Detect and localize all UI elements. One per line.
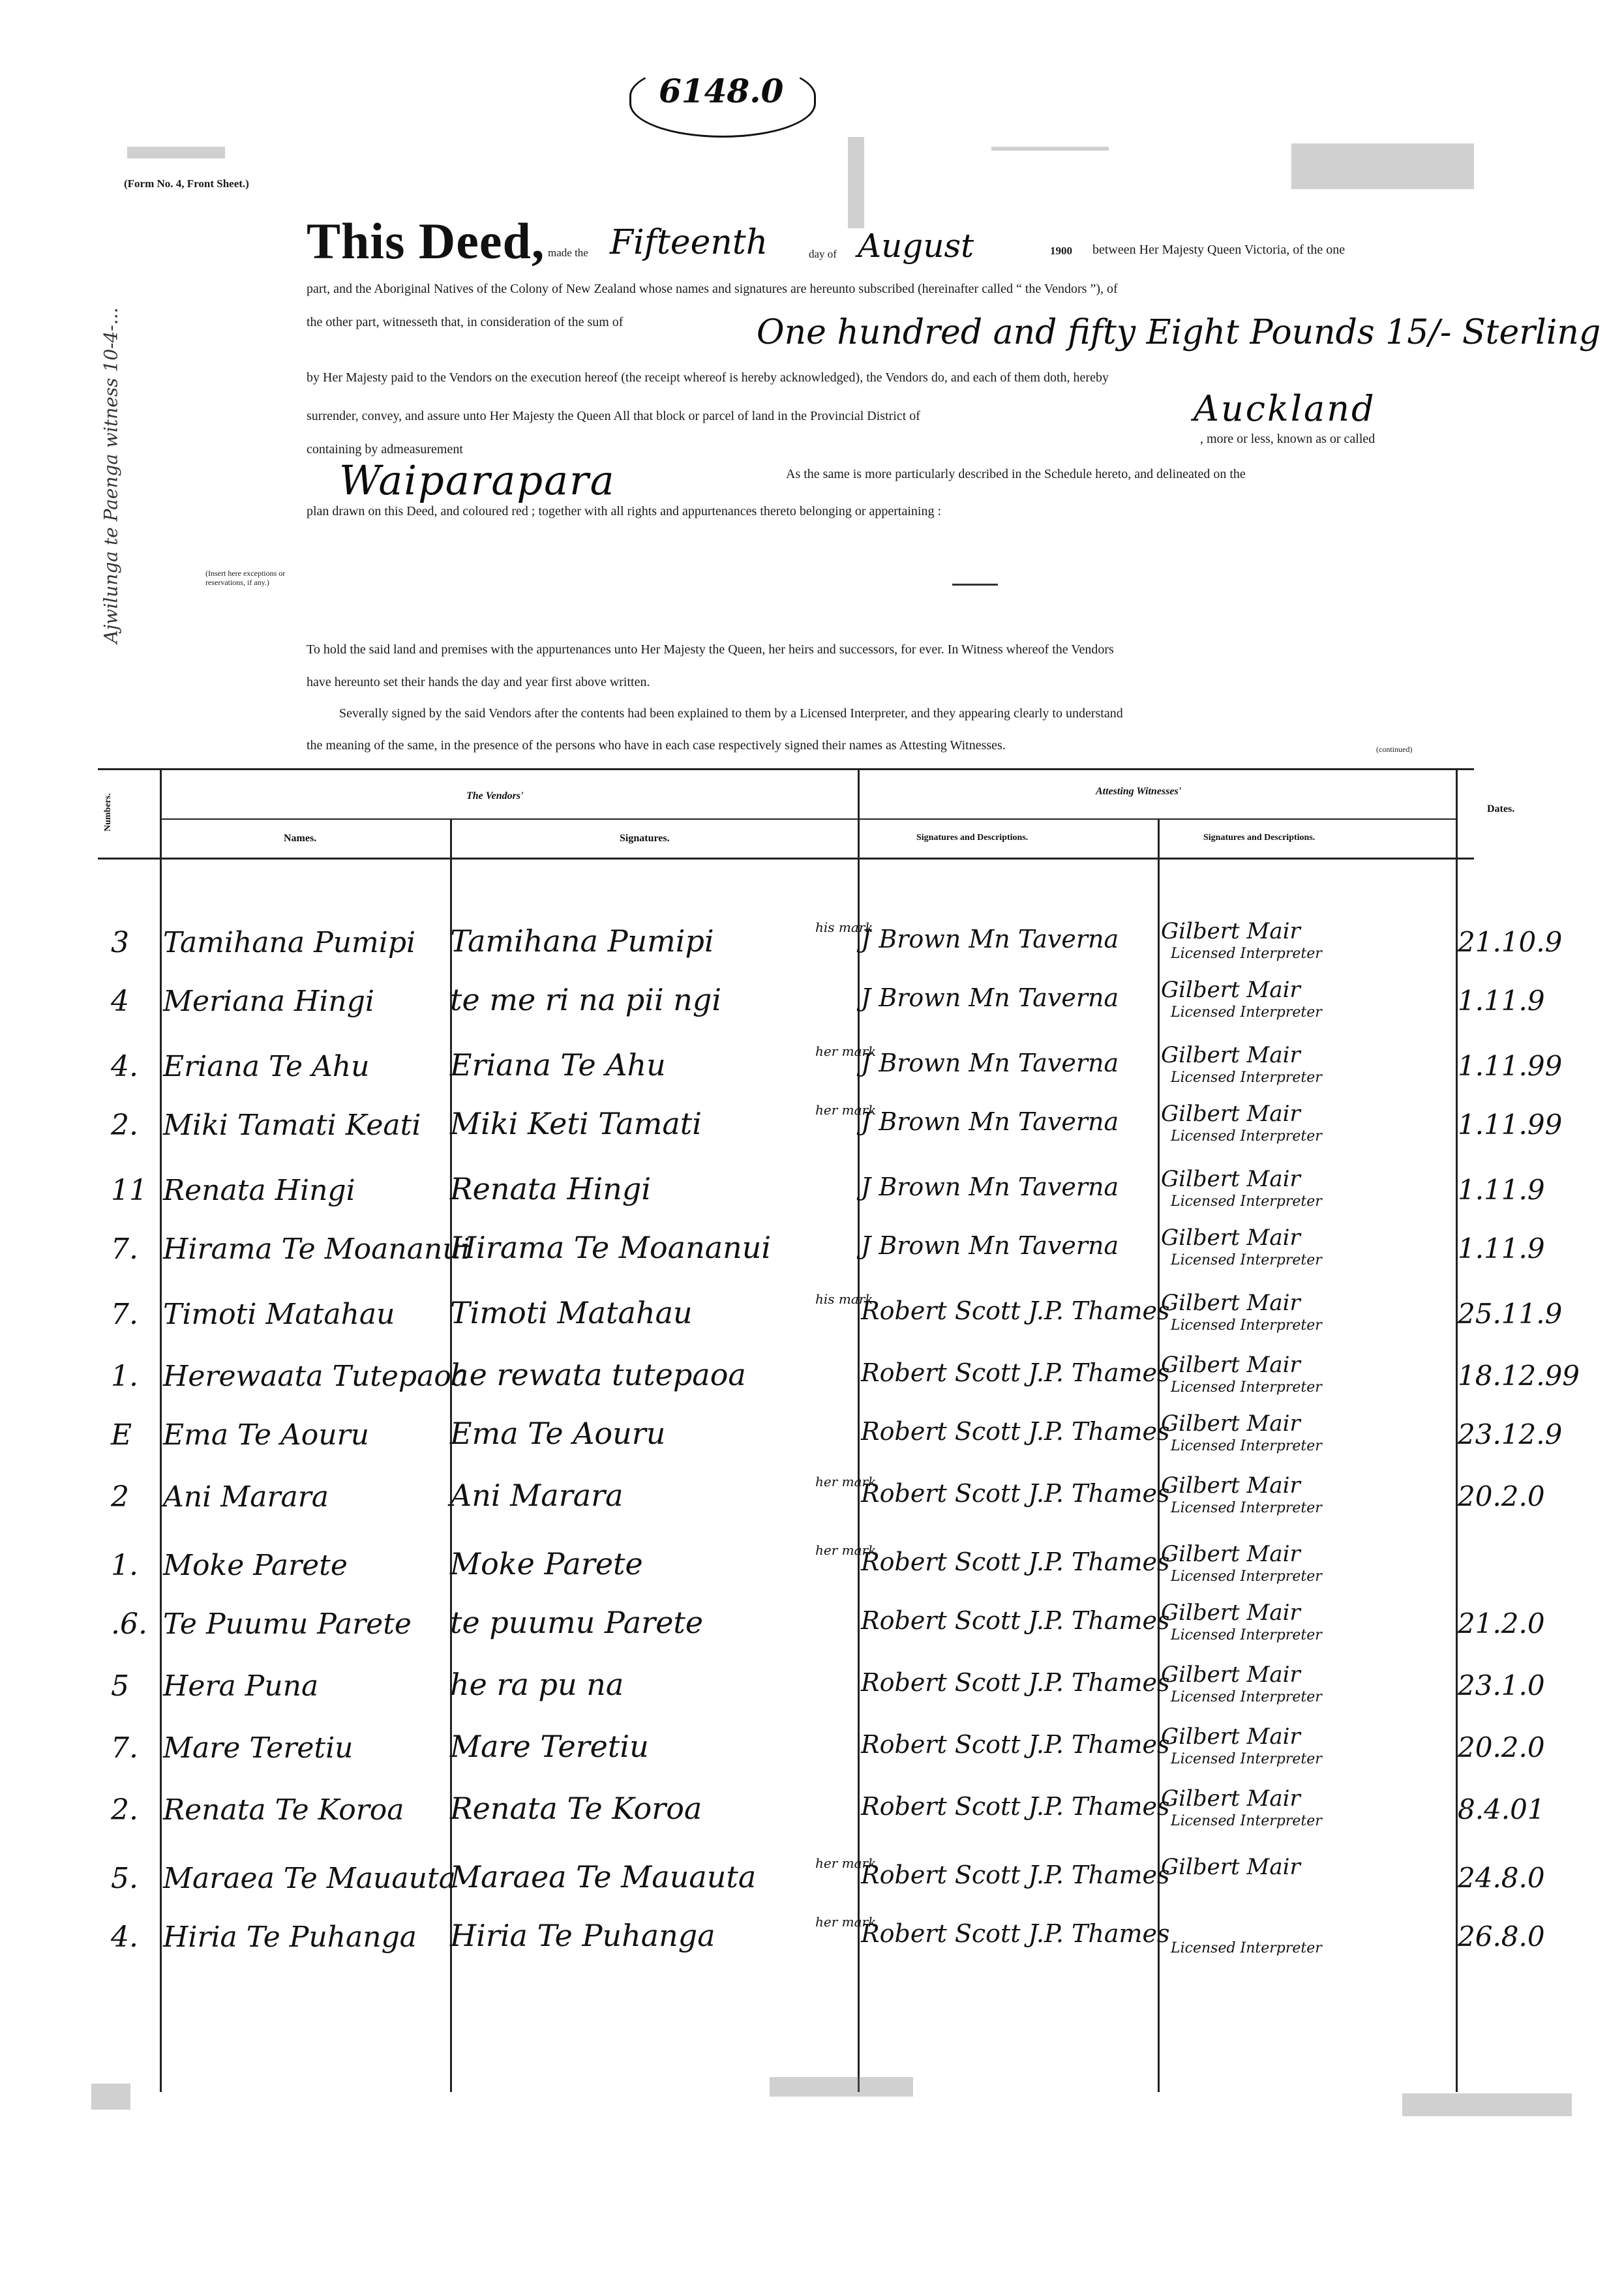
row-number: 3 bbox=[111, 926, 129, 959]
signing-date: 21.10.9 bbox=[1458, 926, 1563, 958]
interpreter-signature: Gilbert Mair bbox=[1161, 1290, 1301, 1316]
witness-signature: Robert Scott J.P. Thames bbox=[861, 1296, 1170, 1325]
signature-mark: his mark bbox=[815, 1291, 873, 1307]
interpreter-signature: Gilbert Mair bbox=[1161, 1042, 1301, 1068]
row-number: 2. bbox=[111, 1793, 138, 1827]
interpreter-signature: Gilbert Mair bbox=[1161, 1541, 1301, 1567]
licensed-interpreter-label: Licensed Interpreter bbox=[1171, 1500, 1322, 1516]
month-value: August bbox=[858, 227, 974, 265]
interpreter-signature: Gilbert Mair bbox=[1161, 1166, 1301, 1192]
vendor-signature: he rewata tutepaoa bbox=[450, 1357, 746, 1392]
vendor-signature: Moke Parete bbox=[450, 1546, 643, 1581]
vendor-signature: Eriana Te Ahu bbox=[450, 1047, 666, 1083]
row-number: E bbox=[111, 1418, 132, 1452]
vendor-signature: Miki Keti Tamati bbox=[450, 1106, 702, 1141]
signature-mark: his mark bbox=[815, 920, 873, 935]
deed-line-9: To hold the said land and premises with the appurtenances unto Her Majesty the Queen, her heirs and successors, for ever. In Witness whereof the Vendors bbox=[307, 642, 1114, 657]
header-attesting: Attesting Witnesses' bbox=[1096, 786, 1182, 797]
witness-signature: Robert Scott J.P. Thames bbox=[861, 1668, 1170, 1697]
deed-line-1: between Her Majesty Queen Victoria, of the one bbox=[1092, 243, 1346, 257]
vendor-name: Ani Marara bbox=[163, 1480, 329, 1514]
col-divider bbox=[160, 768, 162, 2092]
witness-signature: Robert Scott J.P. Thames bbox=[861, 1792, 1170, 1821]
vendor-signature: Maraea Te Mauauta bbox=[450, 1859, 757, 1894]
row-number: 7. bbox=[111, 1731, 138, 1765]
signing-date: 25.11.9 bbox=[1458, 1298, 1563, 1330]
day-value: Fifteenth bbox=[610, 223, 768, 262]
witness-signature: Robert Scott J.P. Thames bbox=[861, 1861, 1170, 1889]
scan-noise bbox=[991, 147, 1109, 151]
signing-date: 20.2.0 bbox=[1458, 1731, 1545, 1763]
deed-line-3: the other part, witnesseth that, in consideration of the sum of bbox=[307, 315, 624, 329]
form-label: (Form No. 4, Front Sheet.) bbox=[124, 177, 249, 190]
signing-date: 23.1.0 bbox=[1458, 1669, 1545, 1701]
deed-line-6-right: , more or less, known as or called bbox=[1200, 432, 1376, 446]
row-number: 7. bbox=[111, 1298, 138, 1331]
row-number: 1. bbox=[111, 1360, 138, 1393]
signature-mark: her mark bbox=[815, 1914, 877, 1930]
vendor-signature: he ra pu na bbox=[450, 1667, 624, 1702]
deed-line-8: plan drawn on this Deed, and coloured red ; together with all rights and appurtenances thereto belonging or appertaining : bbox=[307, 504, 942, 518]
signing-date: 21.2.0 bbox=[1458, 1608, 1545, 1639]
vendor-name: Hiria Te Puhanga bbox=[163, 1921, 417, 1954]
deed-line-12: the meaning of the same, in the presence of the persons who have in each case respectively signed their names as Attesting Witnesses. bbox=[307, 738, 1006, 753]
witness-signature: J Brown Mn Taverna bbox=[861, 925, 1119, 953]
continued-note: (continued) bbox=[1376, 745, 1413, 754]
signature-mark: her mark bbox=[815, 1102, 877, 1118]
vendor-name: Eriana Te Ahu bbox=[163, 1050, 370, 1083]
interpreter-signature: Gilbert Mair bbox=[1161, 1225, 1301, 1251]
signing-date: 8.4.01 bbox=[1458, 1793, 1545, 1825]
scan-noise bbox=[1291, 143, 1474, 189]
row-number: 4. bbox=[111, 1050, 138, 1083]
vendor-name: Ema Te Aouru bbox=[163, 1418, 369, 1452]
licensed-interpreter-label: Licensed Interpreter bbox=[1171, 1689, 1322, 1705]
scan-noise bbox=[848, 137, 864, 228]
vendor-signature: Hirama Te Moananui bbox=[450, 1230, 772, 1265]
row-number: 5. bbox=[111, 1862, 138, 1895]
header-sig-desc-1: Signatures and Descriptions. bbox=[916, 833, 1029, 843]
interpreter-signature: Gilbert Mair bbox=[1161, 1724, 1301, 1750]
licensed-interpreter-label: Licensed Interpreter bbox=[1171, 1070, 1322, 1086]
district-value: Auckland bbox=[1194, 388, 1376, 429]
deed-line-7: As the same is more particularly described in the Schedule hereto, and delineated on the bbox=[786, 467, 1246, 481]
deed-line-11: Severally signed by the said Vendors after the contents had been explained to them by a Licensed Interpreter, and they appearing clearly to understand bbox=[339, 706, 1123, 721]
deed-line-4: by Her Majesty paid to the Vendors on the execution hereof (the receipt whereof is hereby acknowledged), the Vendors do, and each of them doth, hereby bbox=[307, 370, 1109, 385]
interpreter-signature: Gilbert Mair bbox=[1161, 1101, 1301, 1127]
scan-noise bbox=[127, 147, 225, 158]
signature-mark: her mark bbox=[815, 1043, 877, 1059]
witness-signature: Robert Scott J.P. Thames bbox=[861, 1606, 1170, 1635]
witness-signature: Robert Scott J.P. Thames bbox=[861, 1730, 1170, 1759]
licensed-interpreter-label: Licensed Interpreter bbox=[1171, 1751, 1322, 1767]
col-divider bbox=[1158, 818, 1160, 2092]
vendor-name: Te Puumu Parete bbox=[163, 1608, 412, 1641]
deed-line-5: surrender, convey, and assure unto Her Majesty the Queen All that block or parcel of land in the Provincial District of bbox=[307, 409, 920, 423]
vendor-signature: Renata Te Koroa bbox=[450, 1791, 702, 1826]
block-name-value: Waiparapara bbox=[339, 456, 616, 504]
vendor-name: Miki Tamati Keati bbox=[163, 1109, 421, 1142]
vendor-signature: te puumu Parete bbox=[450, 1605, 704, 1640]
row-number: 4. bbox=[111, 1921, 138, 1954]
licensed-interpreter-label: Licensed Interpreter bbox=[1171, 1438, 1322, 1454]
signature-mark: her mark bbox=[815, 1542, 877, 1558]
witness-signature: Robert Scott J.P. Thames bbox=[861, 1919, 1170, 1948]
vendor-signature: Hiria Te Puhanga bbox=[450, 1918, 715, 1953]
row-number: 1. bbox=[111, 1549, 138, 1582]
witness-signature: J Brown Mn Taverna bbox=[861, 1049, 1119, 1077]
vendor-signature: Renata Hingi bbox=[450, 1171, 652, 1206]
witness-signature: Robert Scott J.P. Thames bbox=[861, 1358, 1170, 1387]
row-number: 2. bbox=[111, 1109, 138, 1142]
header-signatures: Signatures. bbox=[620, 833, 670, 844]
col-divider bbox=[858, 768, 860, 2092]
row-number: 5 bbox=[111, 1669, 129, 1703]
interpreter-signature: Gilbert Mair bbox=[1161, 1411, 1301, 1437]
witness-signature: J Brown Mn Taverna bbox=[861, 1107, 1119, 1136]
witness-signature: J Brown Mn Taverna bbox=[861, 1173, 1119, 1201]
signing-date: 1.11.99 bbox=[1458, 1050, 1563, 1082]
vendor-signature: Tamihana Pumipi bbox=[450, 923, 714, 959]
interpreter-signature: Gilbert Mair bbox=[1161, 1473, 1301, 1499]
interpreter-signature: Gilbert Mair bbox=[1161, 918, 1301, 944]
insert-dash bbox=[952, 584, 998, 586]
vendor-name: Renata Te Koroa bbox=[163, 1793, 404, 1827]
licensed-interpreter-label: Licensed Interpreter bbox=[1171, 1813, 1322, 1829]
licensed-interpreter-label: Licensed Interpreter bbox=[1171, 1317, 1322, 1334]
vendor-name: Moke Parete bbox=[163, 1549, 348, 1582]
reference-stamp-number: 6148.0 bbox=[659, 72, 784, 110]
row-number: 2 bbox=[111, 1480, 129, 1514]
vendor-signature: Ema Te Aouru bbox=[450, 1416, 666, 1451]
header-vendors: The Vendors' bbox=[466, 790, 524, 801]
vendor-name: Hirama Te Moananui bbox=[163, 1233, 470, 1266]
margin-note: Ajwilunga te Paenga witness 10-4-... bbox=[100, 307, 122, 644]
interpreter-signature: Gilbert Mair bbox=[1161, 1600, 1301, 1626]
row-number: 11 bbox=[111, 1174, 147, 1207]
signing-date: 23.12.9 bbox=[1458, 1418, 1563, 1450]
vendor-name: Mare Teretiu bbox=[163, 1731, 353, 1765]
signature-mark: her mark bbox=[815, 1855, 877, 1871]
header-sig-desc-2: Signatures and Descriptions. bbox=[1203, 833, 1316, 843]
licensed-interpreter-label: Licensed Interpreter bbox=[1171, 1379, 1322, 1396]
witness-signature: J Brown Mn Taverna bbox=[861, 983, 1119, 1012]
scan-noise bbox=[91, 2084, 130, 2110]
deed-line-10: have hereunto set their hands the day and year first above written. bbox=[307, 675, 650, 689]
vendor-name: Hera Puna bbox=[163, 1669, 319, 1703]
signature-mark: her mark bbox=[815, 1474, 877, 1489]
licensed-interpreter-label: Licensed Interpreter bbox=[1171, 946, 1322, 962]
interpreter-signature: Gilbert Mair bbox=[1161, 1662, 1301, 1688]
interpreter-signature: Gilbert Mair bbox=[1161, 1352, 1301, 1378]
signing-date: 26.8.0 bbox=[1458, 1921, 1545, 1952]
scan-noise bbox=[1402, 2093, 1572, 2116]
header-numbers: Numbers. bbox=[103, 793, 113, 831]
year-value: 1900 bbox=[1050, 245, 1072, 257]
witness-signature: J Brown Mn Taverna bbox=[861, 1231, 1119, 1260]
interpreter-signature: Gilbert Mair bbox=[1161, 1786, 1301, 1812]
vendor-name: Herewaata Tutepaoa bbox=[163, 1360, 469, 1393]
interpreter-signature: Gilbert Mair bbox=[1161, 977, 1301, 1003]
row-number: 4 bbox=[111, 985, 129, 1018]
signing-date: 20.2.0 bbox=[1458, 1480, 1545, 1512]
interpreter-signature: Gilbert Mair bbox=[1161, 1854, 1301, 1880]
row-number: .6. bbox=[111, 1608, 147, 1641]
licensed-interpreter-label: Licensed Interpreter bbox=[1171, 1252, 1322, 1268]
signing-date: 1.11.99 bbox=[1458, 1109, 1563, 1141]
licensed-interpreter-label: Licensed Interpreter bbox=[1171, 1940, 1322, 1956]
vendor-signature: Ani Marara bbox=[450, 1478, 624, 1513]
licensed-interpreter-label: Licensed Interpreter bbox=[1171, 1193, 1322, 1210]
sum-value: One hundred and fifty Eight Pounds 15/- Sterling bbox=[757, 313, 1601, 352]
licensed-interpreter-label: Licensed Interpreter bbox=[1171, 1128, 1322, 1144]
table-top-rule bbox=[98, 768, 1474, 770]
vendor-name: Maraea Te Mauauta bbox=[163, 1862, 456, 1895]
scan-noise bbox=[770, 2077, 913, 2097]
licensed-interpreter-label: Licensed Interpreter bbox=[1171, 1627, 1322, 1643]
vendor-signature: Mare Teretiu bbox=[450, 1729, 649, 1764]
table-header-bottom-rule bbox=[98, 858, 1474, 860]
witness-signature: Robert Scott J.P. Thames bbox=[861, 1479, 1170, 1508]
vendor-name: Tamihana Pumipi bbox=[163, 926, 416, 959]
insert-note: (Insert here exceptions or reservations, if any.) bbox=[205, 569, 286, 587]
vendor-signature: te me ri na pii ngi bbox=[450, 982, 722, 1017]
made-the-label: made the bbox=[548, 247, 588, 259]
deed-line-6-left: containing by admeasurement bbox=[307, 442, 463, 456]
row-number: 7. bbox=[111, 1233, 138, 1266]
signing-date: 1.11.9 bbox=[1458, 1174, 1545, 1206]
header-names: Names. bbox=[284, 833, 317, 844]
deed-title: This Deed, bbox=[307, 213, 545, 269]
licensed-interpreter-label: Licensed Interpreter bbox=[1171, 1004, 1322, 1021]
vendors-subheader-rule bbox=[160, 818, 1458, 820]
header-dates: Dates. bbox=[1487, 803, 1515, 815]
witness-signature: Robert Scott J.P. Thames bbox=[861, 1417, 1170, 1446]
licensed-interpreter-label: Licensed Interpreter bbox=[1171, 1568, 1322, 1585]
deed-line-2: part, and the Aboriginal Natives of the Colony of New Zealand whose names and signatures are hereunto subscribed (hereinafter called “ the Vendors ”), of bbox=[307, 282, 1118, 296]
signing-date: 24.8.0 bbox=[1458, 1862, 1545, 1894]
witness-signature: Robert Scott J.P. Thames bbox=[861, 1548, 1170, 1576]
vendor-name: Timoti Matahau bbox=[163, 1298, 395, 1331]
signing-date: 1.11.9 bbox=[1458, 985, 1545, 1017]
signing-date: 1.11.9 bbox=[1458, 1233, 1545, 1264]
vendor-name: Meriana Hingi bbox=[163, 985, 375, 1018]
signing-date: 18.12.99 bbox=[1458, 1360, 1580, 1392]
day-of-label: day of bbox=[809, 248, 837, 260]
vendor-signature: Timoti Matahau bbox=[450, 1295, 693, 1330]
vendor-name: Renata Hingi bbox=[163, 1174, 355, 1207]
